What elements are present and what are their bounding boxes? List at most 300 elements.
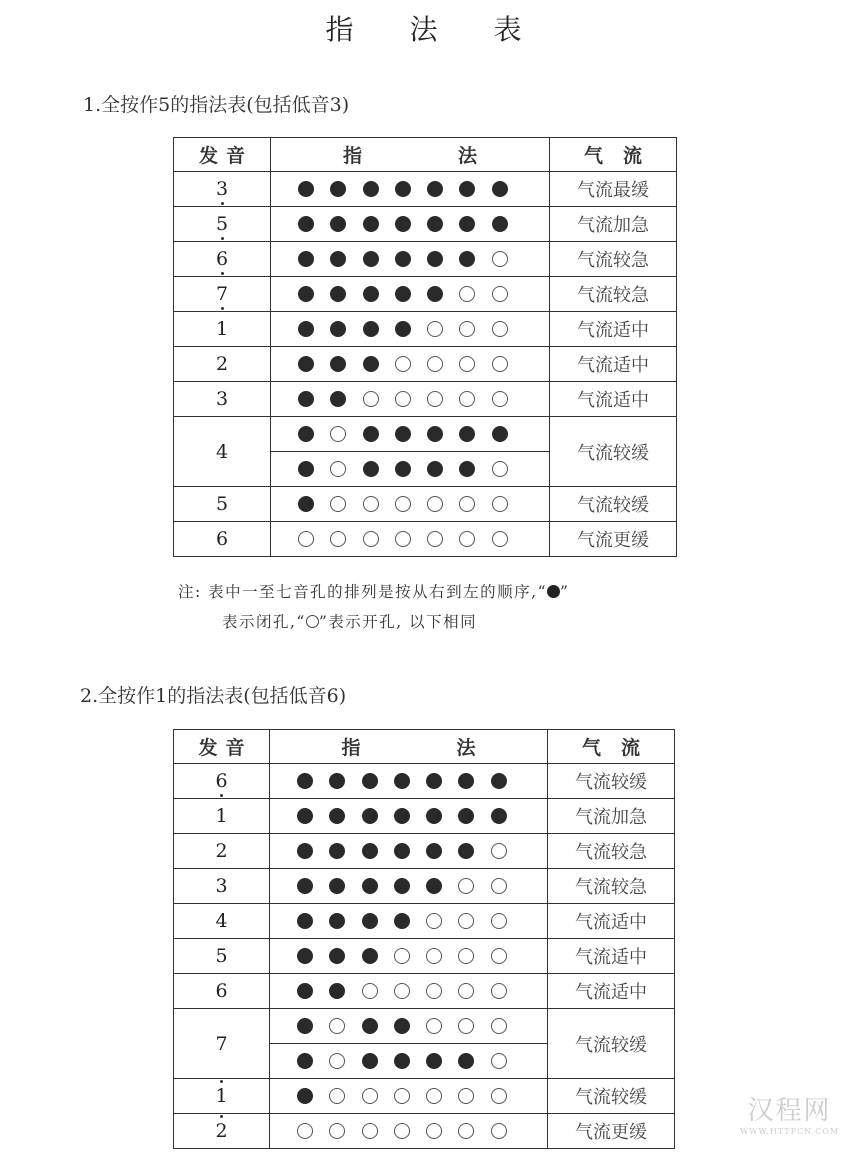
open-hole-icon: [395, 531, 411, 547]
closed-hole-icon: [297, 1018, 313, 1034]
closed-hole-icon: [297, 808, 313, 824]
closed-hole-icon: [426, 1053, 442, 1069]
fingering-cell: [270, 904, 548, 939]
note-number: 6: [215, 771, 227, 791]
closed-hole-icon: [329, 878, 345, 894]
closed-hole-icon: [298, 251, 314, 267]
fingering-cell: [270, 974, 548, 1009]
note-cell: [174, 382, 271, 417]
closed-hole-icon: [362, 808, 378, 824]
open-hole-icon: [491, 1123, 507, 1139]
table-row: [174, 347, 677, 382]
open-hole-icon: [492, 321, 508, 337]
header-note-char: 发: [198, 145, 218, 167]
open-hole-icon: [492, 286, 508, 302]
open-hole-icon: [426, 948, 442, 964]
header-fingering-char: 法: [456, 737, 476, 759]
closed-hole-icon: [426, 843, 442, 859]
table-row: [174, 869, 675, 904]
note-cell: [174, 974, 270, 1009]
closed-hole-icon: [395, 426, 411, 442]
hole-row: [271, 251, 549, 267]
open-hole-icon: [363, 531, 379, 547]
open-hole-icon: [426, 1088, 442, 1104]
open-hole-icon: [329, 1123, 345, 1139]
hole-row: [270, 983, 547, 999]
open-hole-icon: [329, 1088, 345, 1104]
closed-hole-icon: [297, 913, 313, 929]
airflow-cell: 气流适中: [548, 904, 675, 939]
table-row: [174, 522, 677, 557]
closed-hole-icon: [459, 216, 475, 232]
closed-hole-icon: [427, 181, 443, 197]
closed-hole-icon: [491, 773, 507, 789]
section1-heading: 1.全按作5的指法表(包括低音3): [83, 94, 350, 116]
open-hole-icon: [426, 983, 442, 999]
open-hole-icon: [459, 531, 475, 547]
header-fingering: [271, 138, 550, 172]
note-number: 5: [216, 214, 228, 234]
note-number: 7: [216, 284, 228, 304]
fingering-table-1: [173, 137, 677, 557]
footnote-text: 表示闭孔,“: [222, 613, 306, 631]
airflow-cell: 气流较缓: [550, 487, 677, 522]
closed-hole-icon: [330, 251, 346, 267]
closed-hole-icon: [492, 426, 508, 442]
open-hole-icon: [427, 356, 443, 372]
closed-hole-icon: [363, 286, 379, 302]
open-hole-icon: [363, 391, 379, 407]
closed-hole-icon: [330, 286, 346, 302]
table-row: [174, 974, 675, 1009]
fingering-table-2: [173, 729, 675, 1149]
title-char: 指: [325, 13, 354, 46]
closed-hole-icon: [459, 251, 475, 267]
fingering-cell: [270, 799, 548, 834]
table-row: [174, 172, 677, 207]
hole-row: [270, 1053, 547, 1069]
closed-hole-icon: [329, 808, 345, 824]
note-cell: [174, 312, 271, 347]
header-note: [174, 138, 271, 172]
hole-row: [270, 1088, 547, 1104]
hole-row: [270, 948, 547, 964]
airflow-cell: 气流加急: [550, 207, 677, 242]
closed-hole-icon: [426, 878, 442, 894]
header-note-char: 音: [225, 737, 245, 759]
note-number: 4: [215, 910, 228, 932]
table-row: [174, 487, 677, 522]
closed-hole-icon: [330, 181, 346, 197]
closed-hole-icon: [298, 181, 314, 197]
hole-row: [271, 181, 549, 197]
closed-hole-icon: [427, 461, 443, 477]
open-hole-icon: [492, 531, 508, 547]
fingering-cell: [271, 522, 550, 557]
hole-row: [270, 878, 547, 894]
note-cell: [174, 1009, 270, 1079]
note-cell: [174, 347, 271, 382]
hole-row: [270, 843, 547, 859]
airflow-cell: 气流更缓: [550, 522, 677, 557]
open-hole-icon: [362, 1123, 378, 1139]
closed-hole-icon: [330, 356, 346, 372]
table-row: [174, 1114, 675, 1149]
open-hole-icon: [458, 1123, 474, 1139]
airflow-cell: 气流较缓: [548, 764, 675, 799]
open-hole-icon: [426, 913, 442, 929]
closed-hole-icon: [363, 426, 379, 442]
open-hole-icon: [362, 1088, 378, 1104]
note-cell: [174, 172, 271, 207]
hole-row: [271, 391, 549, 407]
note-cell: [174, 417, 271, 487]
closed-hole-icon: [492, 216, 508, 232]
closed-hole-icon: [362, 913, 378, 929]
airflow-cell: 气流较缓: [548, 1009, 675, 1079]
note-number: 1: [215, 1086, 227, 1106]
note-number: 3: [215, 388, 229, 410]
header-note-char: 发: [198, 737, 218, 759]
note-cell: [174, 834, 270, 869]
open-hole-icon: [329, 1053, 345, 1069]
hole-row: [270, 773, 547, 789]
closed-hole-icon: [459, 426, 475, 442]
hole-row: [271, 286, 549, 302]
open-hole-icon: [363, 496, 379, 512]
airflow-cell: 气流适中: [550, 347, 677, 382]
note-number: 5: [215, 945, 228, 967]
closed-hole-icon: [297, 773, 313, 789]
open-hole-icon: [394, 983, 410, 999]
note-cell: [174, 904, 270, 939]
open-hole-symbol: [306, 615, 319, 628]
fingering-cell: [270, 939, 548, 974]
header-fingering: [270, 730, 548, 764]
fingering-cell: [271, 312, 550, 347]
fingering-cell: [271, 417, 550, 452]
open-hole-icon: [459, 356, 475, 372]
closed-hole-icon: [362, 878, 378, 894]
closed-hole-icon: [395, 461, 411, 477]
open-hole-icon: [394, 948, 410, 964]
open-hole-icon: [330, 496, 346, 512]
closed-hole-icon: [362, 843, 378, 859]
closed-hole-icon: [298, 391, 314, 407]
airflow-cell: 气流加急: [548, 799, 675, 834]
header-airflow: [548, 730, 675, 764]
high-octave-dot: [220, 1115, 223, 1118]
closed-hole-icon: [330, 391, 346, 407]
airflow-cell: 气流最缓: [550, 172, 677, 207]
closed-hole-icon: [297, 1088, 313, 1104]
open-hole-icon: [491, 843, 507, 859]
airflow-cell: 气流适中: [550, 382, 677, 417]
closed-hole-icon: [329, 983, 345, 999]
open-hole-icon: [394, 1123, 410, 1139]
closed-hole-icon: [329, 948, 345, 964]
airflow-cell: 气流较缓: [548, 1079, 675, 1114]
closed-hole-icon: [458, 773, 474, 789]
hole-row: [271, 496, 549, 512]
note-number: 2: [215, 353, 229, 375]
footnote-text: 注: 表中一至七音孔的排列是按从右到左的顺序,“: [178, 583, 548, 601]
table-row: [174, 382, 677, 417]
open-hole-icon: [458, 983, 474, 999]
closed-hole-icon: [427, 216, 443, 232]
airflow-cell: 气流更缓: [548, 1114, 675, 1149]
open-hole-icon: [492, 391, 508, 407]
fingering-cell: [270, 834, 548, 869]
watermark-url: WWW.HTTPCN.COM: [740, 1127, 840, 1136]
watermark-name: 汉程网: [747, 1096, 832, 1126]
title-char: 表: [493, 13, 522, 46]
note-number: 4: [215, 440, 229, 463]
hole-row: [270, 1123, 547, 1139]
hole-row: [271, 461, 549, 477]
note-number: 2: [215, 840, 228, 862]
closed-hole-icon: [426, 808, 442, 824]
open-hole-icon: [330, 531, 346, 547]
closed-hole-icon: [458, 1053, 474, 1069]
fingering-cell: [271, 207, 550, 242]
header-row: [174, 138, 677, 172]
open-hole-icon: [427, 496, 443, 512]
open-hole-icon: [427, 391, 443, 407]
closed-hole-icon: [298, 321, 314, 337]
closed-hole-icon: [491, 808, 507, 824]
open-hole-icon: [458, 1088, 474, 1104]
closed-hole-icon: [394, 843, 410, 859]
open-hole-icon: [459, 496, 475, 512]
header-fingering-char: 指: [341, 737, 361, 759]
airflow-cell: 气流适中: [550, 312, 677, 347]
fingering-cell: [271, 277, 550, 312]
table-row: [174, 904, 675, 939]
open-hole-icon: [492, 356, 508, 372]
closed-hole-symbol: [547, 585, 560, 598]
low-octave-dot: [221, 237, 224, 240]
fingering-cell: [271, 452, 550, 487]
open-hole-icon: [491, 1088, 507, 1104]
hole-row: [271, 321, 549, 337]
closed-hole-icon: [363, 216, 379, 232]
note-number: 5: [215, 493, 229, 515]
fingering-cell: [271, 347, 550, 382]
open-hole-icon: [297, 1123, 313, 1139]
fingering-cell: [270, 1114, 548, 1149]
closed-hole-icon: [394, 913, 410, 929]
hole-row: [270, 1018, 547, 1034]
open-hole-icon: [329, 1018, 345, 1034]
table-row: [174, 277, 677, 312]
note-cell: [174, 242, 271, 277]
closed-hole-icon: [426, 773, 442, 789]
closed-hole-icon: [427, 426, 443, 442]
note-cell: [174, 207, 271, 242]
footnote-line-1: [178, 580, 569, 602]
closed-hole-icon: [330, 216, 346, 232]
closed-hole-icon: [297, 1053, 313, 1069]
table-row: [174, 834, 675, 869]
closed-hole-icon: [459, 461, 475, 477]
closed-hole-icon: [427, 251, 443, 267]
note-number: 2: [215, 1121, 227, 1141]
table-row: [174, 764, 675, 799]
note-number: 3: [216, 179, 228, 199]
table-row: [174, 242, 677, 277]
note-number: 6: [216, 249, 228, 269]
closed-hole-icon: [394, 1053, 410, 1069]
note-cell: [174, 522, 271, 557]
closed-hole-icon: [298, 356, 314, 372]
footnote-line-2: [222, 610, 477, 632]
note-cell: [174, 487, 271, 522]
open-hole-icon: [491, 948, 507, 964]
open-hole-icon: [491, 878, 507, 894]
section2-heading: 2.全按作1的指法表(包括低音6): [80, 685, 347, 707]
closed-hole-icon: [427, 286, 443, 302]
closed-hole-icon: [363, 461, 379, 477]
note-number: 6: [215, 528, 229, 550]
closed-hole-icon: [395, 321, 411, 337]
low-octave-dot: [221, 272, 224, 275]
closed-hole-icon: [363, 356, 379, 372]
hole-row: [271, 356, 549, 372]
note-number: 6: [215, 980, 228, 1002]
footnote-text: ”: [560, 583, 570, 601]
airflow-cell: 气流较急: [550, 242, 677, 277]
open-hole-icon: [458, 878, 474, 894]
header-airflow-char: 气: [583, 145, 603, 167]
header-fingering-char: 法: [458, 145, 478, 167]
closed-hole-icon: [363, 321, 379, 337]
hole-row: [271, 426, 549, 442]
closed-hole-icon: [298, 426, 314, 442]
open-hole-icon: [426, 1018, 442, 1034]
note-number: 3: [215, 875, 228, 897]
low-octave-dot: [220, 794, 223, 797]
closed-hole-icon: [395, 181, 411, 197]
closed-hole-icon: [298, 496, 314, 512]
closed-hole-icon: [298, 461, 314, 477]
header-airflow-char: 流: [621, 737, 641, 759]
footnote-text: ”表示开孔, 以下相同: [318, 613, 478, 631]
table-row: [174, 799, 675, 834]
note-cell: [174, 799, 270, 834]
closed-hole-icon: [297, 843, 313, 859]
airflow-cell: 气流较缓: [550, 417, 677, 487]
note-cell: [174, 869, 270, 904]
open-hole-icon: [492, 496, 508, 512]
open-hole-icon: [427, 531, 443, 547]
page-title: [0, 8, 847, 48]
closed-hole-icon: [395, 216, 411, 232]
closed-hole-icon: [394, 878, 410, 894]
table-row: [174, 1079, 675, 1114]
open-hole-icon: [458, 1018, 474, 1034]
note-cell: [174, 1114, 270, 1149]
fingering-cell: [270, 1009, 548, 1044]
header-airflow-char: 流: [623, 145, 643, 167]
open-hole-icon: [459, 286, 475, 302]
open-hole-icon: [362, 983, 378, 999]
closed-hole-icon: [297, 983, 313, 999]
note-number: 7: [215, 1032, 228, 1055]
closed-hole-icon: [362, 1018, 378, 1034]
closed-hole-icon: [297, 948, 313, 964]
table-row: [174, 417, 677, 452]
closed-hole-icon: [362, 1053, 378, 1069]
airflow-cell: 气流较急: [548, 834, 675, 869]
open-hole-icon: [395, 391, 411, 407]
airflow-cell: 气流较急: [548, 869, 675, 904]
open-hole-icon: [491, 983, 507, 999]
open-hole-icon: [492, 251, 508, 267]
header-note-char: 音: [226, 145, 246, 167]
note-cell: [174, 277, 271, 312]
high-octave-dot: [220, 1080, 223, 1083]
closed-hole-icon: [492, 181, 508, 197]
watermark-logo: [740, 1090, 839, 1136]
table-row: [174, 1009, 675, 1044]
open-hole-icon: [395, 356, 411, 372]
note-number: 1: [215, 318, 229, 340]
closed-hole-icon: [330, 321, 346, 337]
note-cell: [174, 1079, 270, 1114]
closed-hole-icon: [394, 1018, 410, 1034]
header-airflow-char: 气: [581, 737, 601, 759]
fingering-cell: [271, 172, 550, 207]
open-hole-icon: [491, 913, 507, 929]
open-hole-icon: [492, 461, 508, 477]
open-hole-icon: [395, 496, 411, 512]
closed-hole-icon: [458, 808, 474, 824]
fingering-cell: [271, 487, 550, 522]
fingering-cell: [271, 242, 550, 277]
header-row: [174, 730, 675, 764]
table-row: [174, 312, 677, 347]
open-hole-icon: [427, 321, 443, 337]
closed-hole-icon: [329, 913, 345, 929]
closed-hole-icon: [395, 251, 411, 267]
closed-hole-icon: [458, 843, 474, 859]
closed-hole-icon: [394, 808, 410, 824]
fingering-cell: [270, 1079, 548, 1114]
low-octave-dot: [221, 307, 224, 310]
hole-row: [270, 808, 547, 824]
open-hole-icon: [330, 426, 346, 442]
header-note: [174, 730, 270, 764]
open-hole-icon: [394, 1088, 410, 1104]
closed-hole-icon: [298, 216, 314, 232]
airflow-cell: 气流适中: [548, 939, 675, 974]
fingering-cell: [270, 1044, 548, 1079]
closed-hole-icon: [298, 286, 314, 302]
closed-hole-icon: [329, 773, 345, 789]
header-airflow: [550, 138, 677, 172]
note-number: 1: [215, 805, 228, 827]
open-hole-icon: [298, 531, 314, 547]
note-cell: [174, 764, 270, 799]
closed-hole-icon: [297, 878, 313, 894]
closed-hole-icon: [362, 773, 378, 789]
hole-row: [270, 913, 547, 929]
airflow-cell: 气流适中: [548, 974, 675, 1009]
header-fingering-char: 指: [342, 145, 362, 167]
open-hole-icon: [491, 1053, 507, 1069]
hole-row: [271, 531, 549, 547]
